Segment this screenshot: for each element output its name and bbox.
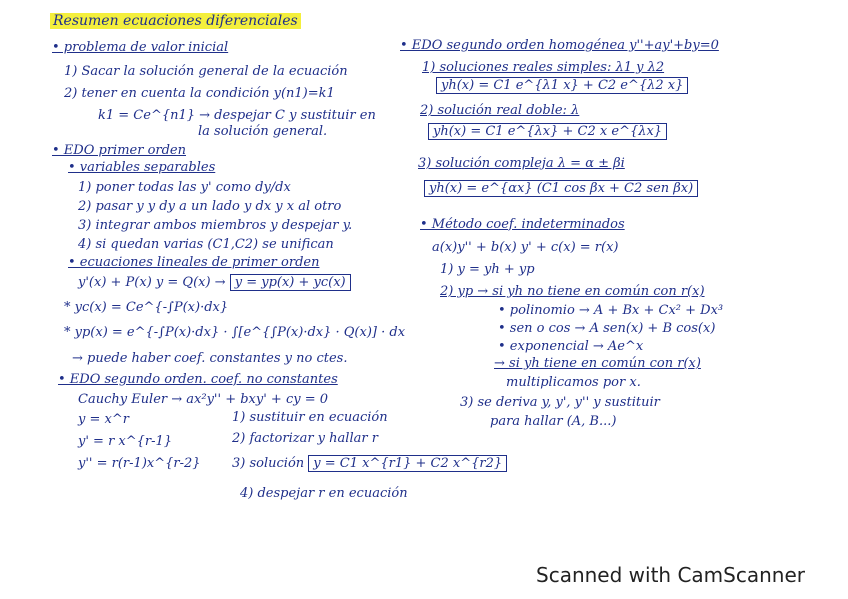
linear-solution-box: y = yp(x) + yc(x) bbox=[230, 274, 351, 291]
real-simple-box: yh(x) = C1 e^{λ1 x} + C2 e^{λ2 x} bbox=[436, 77, 688, 94]
linear-equation-lhs: y'(x) + P(x) y = Q(x) → bbox=[78, 275, 226, 290]
step-1: 1) Sacar la solución general de la ecuación bbox=[64, 64, 348, 79]
heading-coef-indeterminados: • Método coef. indeterminados bbox=[420, 217, 625, 232]
heading-edo-segundo-orden-no-const: • EDO segundo orden. coef. no constantes bbox=[58, 372, 338, 387]
ci-step-2: 2) yp → si yh no tiene en común con r(x) bbox=[440, 284, 705, 299]
ci-step-3-cont: para hallar (A, B...) bbox=[490, 414, 617, 429]
real-double-box: yh(x) = C1 e^{λx} + C2 x e^{λx} bbox=[428, 123, 667, 140]
subheading-ecuaciones-lineales: • ecuaciones lineales de primer orden bbox=[68, 255, 320, 270]
ci-step-3: 3) se deriva y, y', y'' y sustituir bbox=[460, 395, 660, 410]
sep-step-2: 2) pasar y y dy a un lado y dx y x al otro bbox=[78, 199, 342, 214]
real-simple-solution bbox=[436, 78, 688, 93]
heading-edo-homogenea: • EDO segundo orden homogénea y''+ay'+by=0 bbox=[400, 38, 719, 53]
ce-step-3 bbox=[232, 456, 507, 471]
y-prime-eq: y' = r x^{r-1} bbox=[78, 434, 173, 449]
y-eq: y = x^r bbox=[78, 412, 129, 427]
step-2-cont: k1 = Ce^{n1} → despejar C y sustituir en bbox=[98, 108, 376, 123]
case-exponencial: • exponencial → Ae^x bbox=[498, 339, 644, 354]
ce-step-4: 4) despejar r en ecuación bbox=[240, 486, 408, 501]
case-sen-cos: • sen o cos → A sen(x) + B cos(x) bbox=[498, 321, 716, 336]
sep-step-4: 4) si quedan varias (C1,C2) se unifican bbox=[78, 237, 334, 252]
heading-valor-inicial: • problema de valor inicial bbox=[52, 40, 229, 55]
sep-step-1: 1) poner todas las y' como dy/dx bbox=[78, 180, 291, 195]
ci-step-1: 1) y = yh + yp bbox=[440, 262, 535, 277]
real-double-solution bbox=[428, 124, 667, 139]
ce-step-3-label: 3) solución bbox=[232, 456, 305, 471]
real-simple-label: 1) soluciones reales simples: λ1 y λ2 bbox=[422, 60, 665, 75]
note-coef: → puede haber coef. constantes y no ctes. bbox=[72, 351, 348, 366]
heading-edo-primer-orden: • EDO primer orden bbox=[52, 143, 186, 158]
cauchy-euler: Cauchy Euler → ax²y'' + bxy' + cy = 0 bbox=[78, 392, 329, 407]
ce-step-1: 1) sustituir en ecuación bbox=[232, 410, 388, 425]
ci-multiply: multiplicamos por x. bbox=[506, 375, 641, 390]
ci-common-case: → si yh tiene en común con r(x) bbox=[494, 356, 701, 371]
sep-step-3: 3) integrar ambos miembros y despejar y. bbox=[78, 218, 353, 233]
ce-solution-box: y = C1 x^{r1} + C2 x^{r2} bbox=[308, 455, 507, 472]
yp-formula: * yp(x) = e^{-∫P(x)·dx} · ∫[e^{∫P(x)·dx} · Q(x)] · dx bbox=[64, 325, 406, 340]
step-2-cont-2: la solución general. bbox=[198, 124, 328, 139]
subheading-variables-separables: • variables separables bbox=[68, 160, 216, 175]
real-double-label: 2) solución real doble: λ bbox=[420, 103, 580, 118]
step-2: 2) tener en cuenta la condición y(n1)=k1 bbox=[64, 86, 335, 101]
case-polinomio: • polinomio → A + Bx + Cx² + Dx³ bbox=[498, 303, 724, 318]
yc-formula: * yc(x) = Ce^{-∫P(x)·dx} bbox=[64, 300, 229, 315]
y-double-prime-eq: y'' = r(r-1)x^{r-2} bbox=[78, 456, 201, 471]
complex-solution bbox=[424, 181, 698, 196]
complex-box: yh(x) = e^{αx} (C1 cos βx + C2 sen βx) bbox=[424, 180, 698, 197]
camscanner-watermark: Scanned with CamScanner bbox=[536, 563, 805, 587]
complex-label: 3) solución compleja λ = α ± βi bbox=[418, 156, 625, 171]
general-equation: a(x)y'' + b(x) y' + c(x) = r(x) bbox=[432, 240, 619, 255]
ce-step-2: 2) factorizar y hallar r bbox=[232, 431, 378, 446]
linear-equation bbox=[78, 275, 351, 290]
notes-title: Resumen ecuaciones diferenciales bbox=[50, 14, 301, 29]
